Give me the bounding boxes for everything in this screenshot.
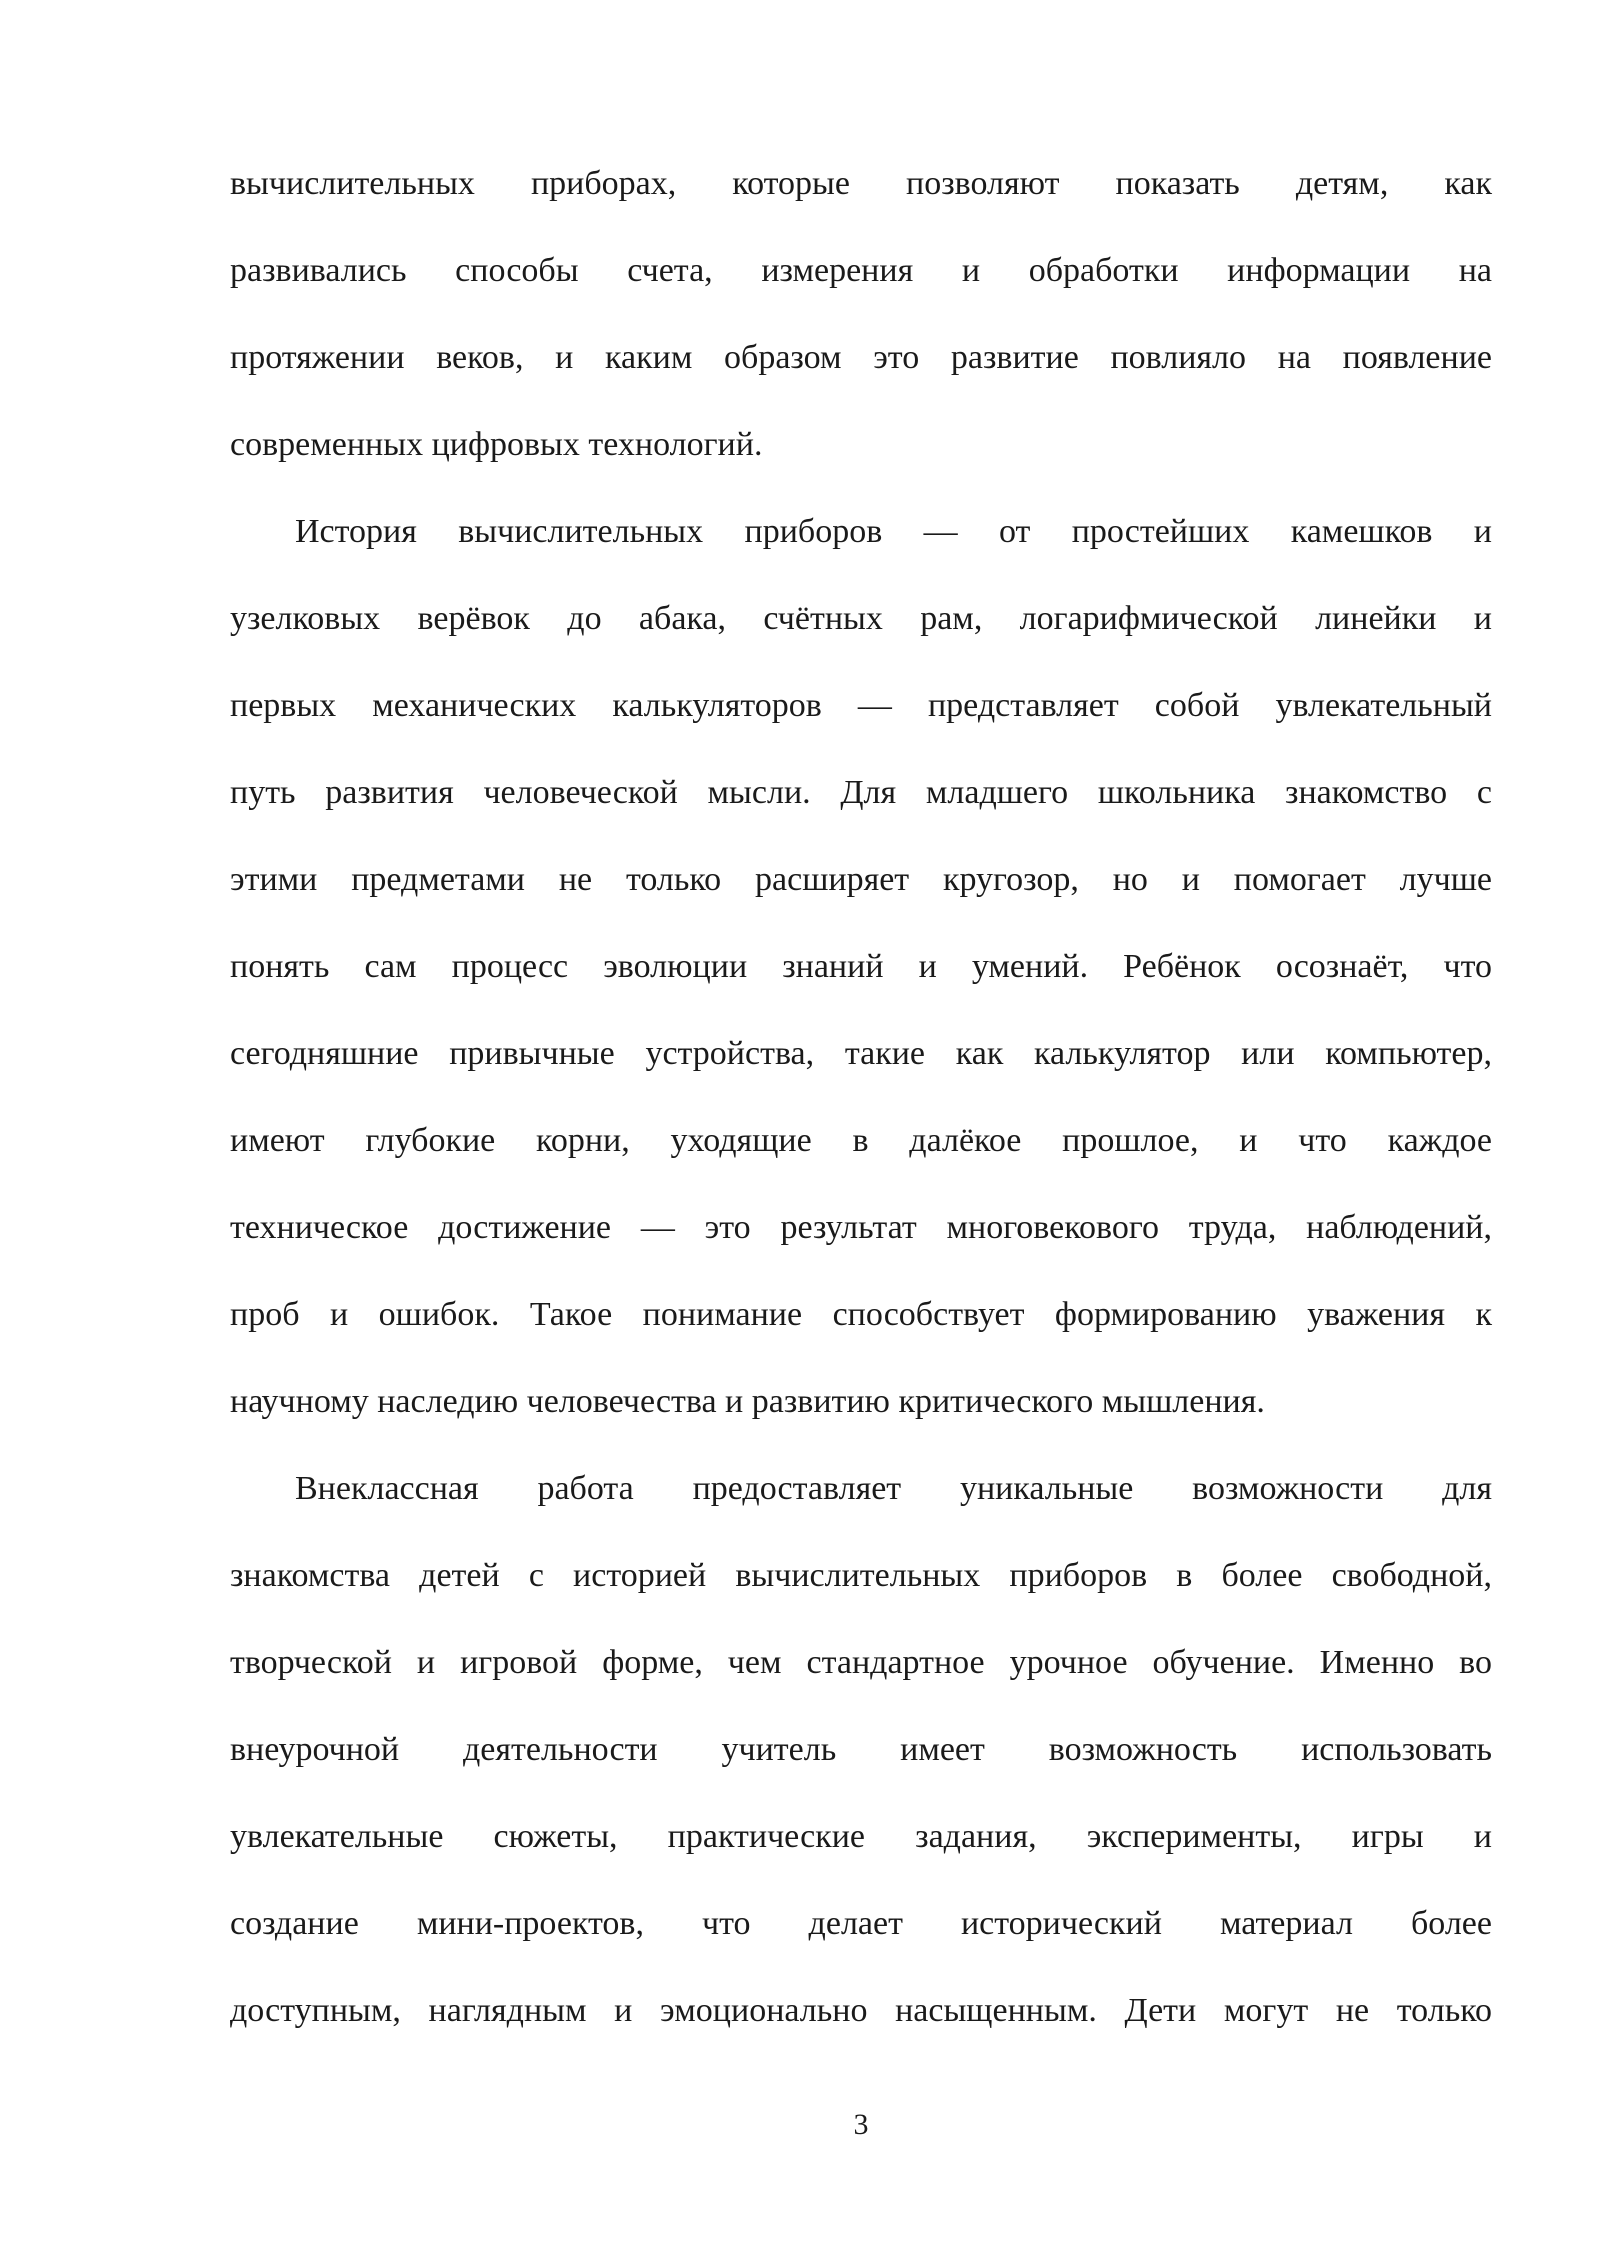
text-line: проб и ошибок. Такое понимание способствует формированию уважения к bbox=[230, 1296, 1492, 1333]
text-line: понять сам процесс эволюции знаний и умений. Ребёнок осознаёт, что bbox=[230, 948, 1492, 985]
text-line: внеурочной деятельности учитель имеет возможность использовать bbox=[230, 1731, 1492, 1768]
text-line: протяжении веков, и каким образом это развитие повлияло на появление bbox=[230, 339, 1492, 376]
text-line: вычислительных приборах, которые позволяют показать детям, как bbox=[230, 165, 1492, 202]
text-line: увлекательные сюжеты, практические задания, эксперименты, игры и bbox=[230, 1818, 1492, 1855]
text-line: Внеклассная работа предоставляет уникальные возможности для bbox=[295, 1470, 1492, 1507]
text-line: техническое достижение — это результат многовекового труда, наблюдений, bbox=[230, 1209, 1492, 1246]
text-line: узелковых верёвок до абака, счётных рам, логарифмической линейки и bbox=[230, 600, 1492, 637]
text-line: этими предметами не только расширяет кругозор, но и помогает лучше bbox=[230, 861, 1492, 898]
page-number: 3 bbox=[853, 2108, 869, 2141]
body-text bbox=[230, 140, 1492, 2054]
text-line: первых механических калькуляторов — представляет собой увлекательный bbox=[230, 687, 1492, 724]
text-line: творческой и игровой форме, чем стандартное урочное обучение. Именно во bbox=[230, 1644, 1492, 1681]
text-line: История вычислительных приборов — от простейших камешков и bbox=[295, 513, 1492, 550]
text-line: имеют глубокие корни, уходящие в далёкое прошлое, и что каждое bbox=[230, 1122, 1492, 1159]
text-line: создание мини-проектов, что делает исторический материал более bbox=[230, 1905, 1492, 1942]
text-line: научному наследию человечества и развитию критического мышления. bbox=[230, 1383, 1265, 1420]
text-line: знакомства детей с историей вычислительных приборов в более свободной, bbox=[230, 1557, 1492, 1594]
text-line: сегодняшние привычные устройства, такие как калькулятор или компьютер, bbox=[230, 1035, 1492, 1072]
text-line: развивались способы счета, измерения и обработки информации на bbox=[230, 252, 1492, 289]
text-line: доступным, наглядным и эмоционально насыщенным. Дети могут не только bbox=[230, 1992, 1492, 2029]
text-line: современных цифровых технологий. bbox=[230, 426, 763, 463]
text-line: путь развития человеческой мысли. Для младшего школьника знакомство с bbox=[230, 774, 1492, 811]
